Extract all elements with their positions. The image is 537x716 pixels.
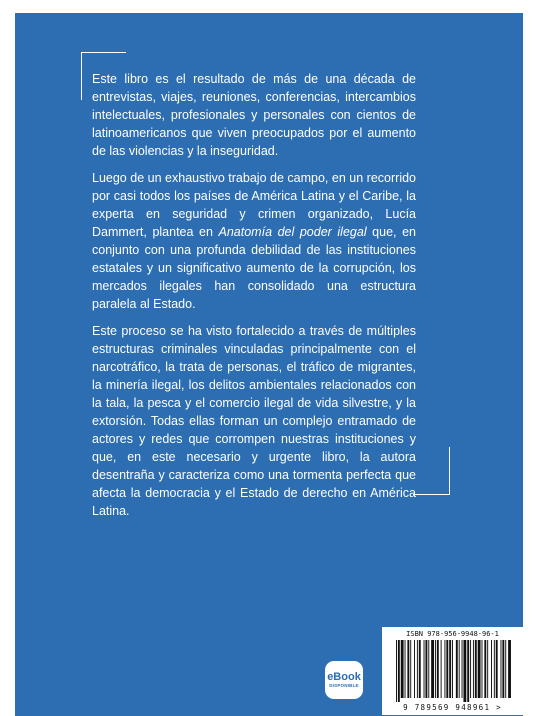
synopsis-paragraph-3: Este proceso se ha visto fortalecido a través de múltiples estructuras criminales vinculadas principalmente con el narcotráfico, la trata de personas, el tráfico de migrantes, la minería ilegal, los delitos ambientales relacionados con la tala, la pesca y el comercio ilegal de vida silvestre, y la extorsión. Todas ellas forman un complejo entramado de actores y redes que corrompen nuestras instituciones y que, en este necesario y urgente libro, la autora desentraña y caracteriza como una tormenta perfecta que afecta la democracia y el Estado de derecho en América Latina. (92, 324, 416, 518)
barcode-bar (428, 640, 429, 698)
barcode-bar (414, 640, 415, 698)
book-title: Anatomía del poder ilegal (218, 225, 367, 239)
barcode-bar (478, 640, 481, 698)
synopsis-paragraph-1: Este libro es el resultado de más de una década de entrevistas, viajes, reuniones, conferencias, intercambios intelectuales, profesionales y personales con cientos de latinoamericanos que viven preocupados por el aumento de las violencias y la inseguridad. (92, 72, 416, 158)
barcode-bar (456, 640, 458, 698)
barcode-bars (394, 640, 511, 702)
barcode-bar (425, 640, 427, 698)
frame-corner-top-left-vertical (81, 52, 82, 100)
barcode-bar (459, 640, 460, 698)
barcode-bar (405, 640, 406, 698)
isbn-barcode (382, 627, 523, 715)
barcode-bar (396, 640, 397, 702)
ebook-available-badge (325, 661, 363, 699)
barcode-bar (496, 640, 498, 698)
frame-corner-bottom-right-vertical (449, 447, 450, 495)
back-cover (15, 13, 523, 716)
ebook-sublabel: DISPONIBLE (329, 683, 359, 688)
barcode-digits: 9 789569 948961 > (403, 703, 502, 712)
barcode-bar (505, 640, 506, 698)
barcode-bar (419, 640, 421, 698)
barcode-bar (410, 640, 411, 698)
frame-corner-top-left-horizontal (81, 52, 126, 53)
barcode-bar (501, 640, 502, 698)
barcode-bar (441, 640, 442, 698)
barcode-bar (401, 640, 404, 698)
barcode-bar (463, 640, 466, 702)
barcode-bar (444, 640, 445, 698)
barcode-bar (494, 640, 495, 698)
barcode-bar (435, 640, 436, 698)
barcode-bar (484, 640, 486, 698)
barcode-bar (487, 640, 488, 698)
barcode-bar (431, 640, 434, 698)
barcode-bar (398, 640, 400, 702)
barcode-bar (467, 640, 469, 702)
barcode-bar (446, 640, 448, 698)
barcode-bar (449, 640, 451, 698)
barcode-bar (491, 640, 492, 698)
synopsis (92, 70, 416, 529)
barcode-bar (452, 640, 453, 698)
barcode-bar (470, 640, 471, 698)
barcode-bar (473, 640, 474, 698)
barcode-bar (437, 640, 439, 698)
barcode-bar (508, 640, 511, 698)
frame-corner-bottom-right-horizontal (413, 494, 450, 495)
synopsis-paragraph-2 (92, 169, 416, 313)
barcode-bar (407, 640, 409, 698)
barcode-bar (424, 640, 425, 698)
barcode-bar (462, 640, 463, 698)
ebook-label: eBook (327, 671, 361, 683)
barcode-bar (475, 640, 477, 698)
barcode-bar (482, 640, 483, 698)
synopsis-paragraph-2-end: que, en conjunto con una profunda debilidad de las instituciones estatales y un significativo aumento de la corrupción, los mercados ilegales han consolidado una estructura paralela al Estado. (92, 225, 416, 311)
barcode-bar (417, 640, 418, 698)
synopsis-paragraph-2-start: Luego de un exhaustivo trabajo de campo, en un recorrido por casi todos los países de América Latina y el Caribe, la experta en seguridad y crimen organizado, Lucía Dammert, plantea en (92, 171, 416, 239)
barcode-bar (502, 640, 504, 698)
isbn-label: ISBN 978-956-9948-96-1 (406, 630, 499, 638)
